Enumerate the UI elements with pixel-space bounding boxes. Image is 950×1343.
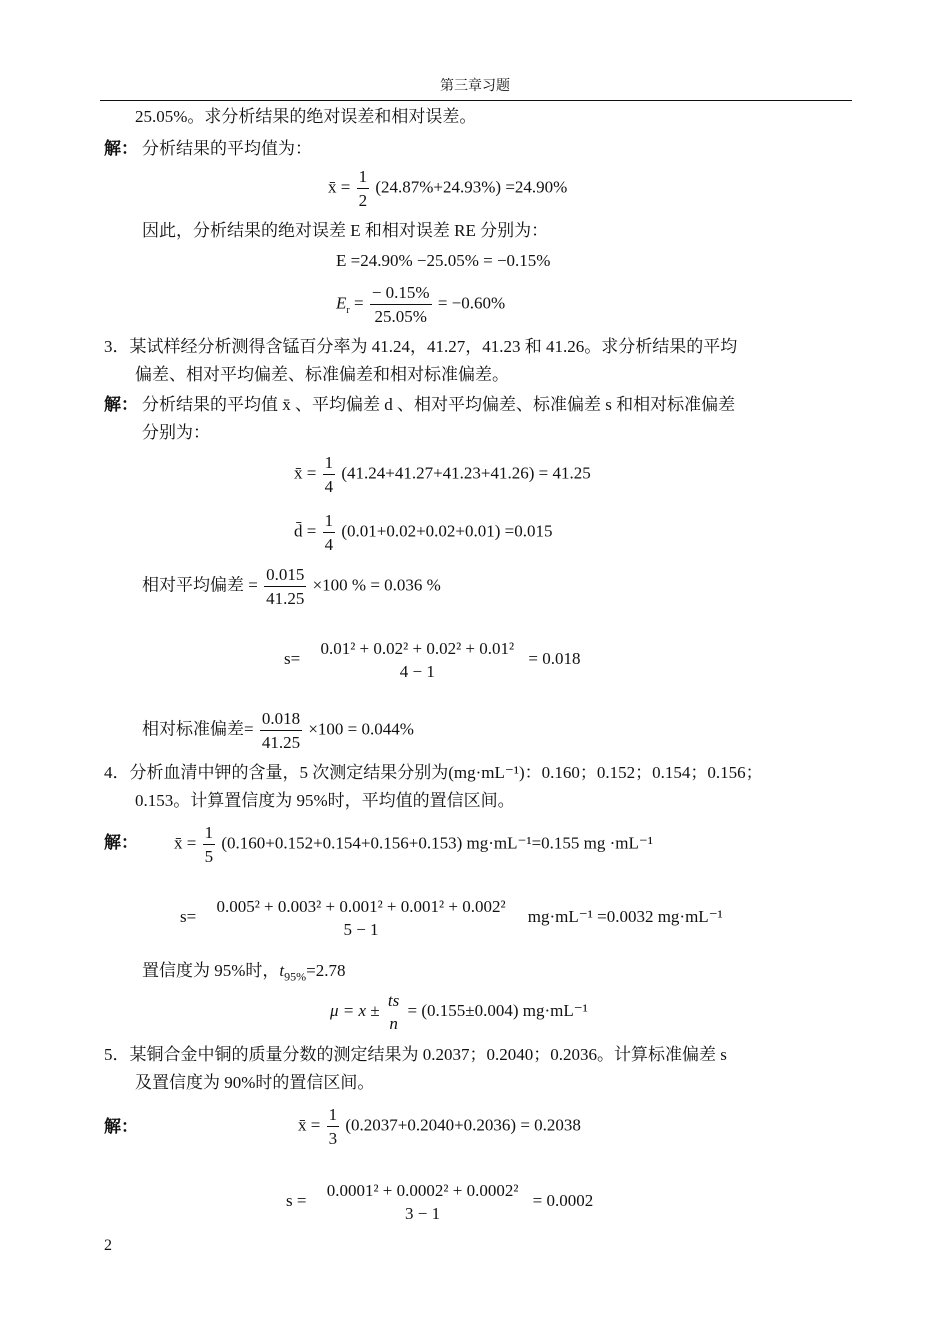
frac-num: − 0.15% xyxy=(370,284,432,305)
equation-std-dev-3 xyxy=(286,1182,593,1222)
page-header: 第三章习题 xyxy=(440,79,510,94)
frac-num: 1 xyxy=(357,168,370,189)
solution-label: 解： xyxy=(104,1117,138,1136)
eq-lhs: s= xyxy=(180,906,197,926)
frac-num: 1 xyxy=(323,454,336,475)
fraction xyxy=(318,640,516,680)
frac-den: n xyxy=(389,1014,398,1033)
equation-std-dev-1 xyxy=(284,640,580,680)
text-line: 分析结果的平均值 x̄ 、平均偏差 d 、相对平均偏差、标准偏差 s 和相对标准偏差 xyxy=(142,395,736,414)
text-span: 置信度为 95%时， xyxy=(142,961,280,980)
eq-rhs: (0.01+0.02+0.02+0.01) =0.015 xyxy=(341,521,553,541)
equation-confidence-interval xyxy=(330,992,588,1032)
text-line: 25.05%。求分析结果的绝对误差和相对误差。 xyxy=(135,107,477,126)
eq-rhs: = 0.018 xyxy=(528,648,581,668)
frac-den: 3 xyxy=(328,1129,338,1148)
t-subscript: 95% xyxy=(284,969,307,984)
frac-num: ts xyxy=(387,991,400,1010)
eq-rhs: (24.87%+24.93%) =24.90% xyxy=(375,177,568,197)
eq-lhs: x̄ = xyxy=(294,463,317,483)
eq-rhs: = 0.0002 xyxy=(532,1190,594,1210)
frac-num: 0.018 xyxy=(260,710,302,731)
question-4-cont: 0.153。计算置信度为 95%时，平均值的置信区间。 xyxy=(135,791,515,810)
eq-lhs: x̄ = xyxy=(328,177,351,197)
text-line: 因此，分析结果的绝对误差 E 和相对误差 RE 分别为： xyxy=(142,221,549,240)
t-symbol: t xyxy=(279,961,285,980)
frac-num: 0.005² + 0.003² + 0.001² + 0.001² + 0.002² xyxy=(216,897,506,916)
fraction xyxy=(357,168,370,209)
equation-abs-error: E =24.90% −25.05% = −0.15% xyxy=(336,251,551,270)
equation-rel-avg-deviation xyxy=(142,566,441,607)
eq-lhs: s= xyxy=(284,648,301,668)
text-line: 分析结果的平均值为： xyxy=(142,139,312,158)
frac-den: 25.05% xyxy=(374,307,427,326)
question-5: 5．某铜合金中铜的质量分数的测定结果为 0.2037；0.2040；0.2036。计算标准偏差 s xyxy=(104,1045,727,1064)
frac-den: 5 − 1 xyxy=(343,920,379,939)
text-line: 分别为： xyxy=(142,423,210,442)
eq-rhs: = (0.155±0.004) mg·mL⁻¹ xyxy=(407,1000,588,1020)
question-4: 4．分析血清中钾的含量，5 次测定结果分别为(mg·mL⁻¹)：0.160；0.152；0.154；0.156； xyxy=(104,763,763,782)
t-value: =2.78 xyxy=(306,961,346,980)
equation-mean-4 xyxy=(298,1106,581,1147)
question-3-cont: 偏差、相对平均偏差、标准偏差和相对标准偏差。 xyxy=(135,365,509,384)
frac-den: 2 xyxy=(358,191,368,210)
eq-sign: = xyxy=(349,293,364,313)
frac-num: 0.015 xyxy=(264,566,306,587)
equation-mean-2 xyxy=(294,454,591,495)
fraction xyxy=(370,284,432,325)
fraction xyxy=(327,1106,340,1147)
frac-num: 0.0001² + 0.0002² + 0.0002² xyxy=(326,1181,519,1200)
frac-num: 1 xyxy=(323,512,336,533)
eq-lhs: x̄ = xyxy=(174,833,197,853)
fraction xyxy=(323,512,336,553)
eq-lhs: E xyxy=(336,293,347,313)
frac-num: 0.01² + 0.02² + 0.02² + 0.01² xyxy=(320,639,515,658)
fraction xyxy=(386,992,401,1032)
fraction xyxy=(323,454,336,495)
frac-den: 5 xyxy=(204,847,214,866)
header-rule xyxy=(100,100,852,101)
eq-rhs: (0.2037+0.2040+0.2036) = 0.2038 xyxy=(345,1115,581,1135)
eq-lhs: 相对平均偏差 = xyxy=(142,575,258,595)
eq-sub: r xyxy=(346,304,350,316)
equation-mean-3 xyxy=(174,824,653,865)
confidence-line xyxy=(142,962,346,982)
page-number: 2 xyxy=(104,1237,112,1254)
fraction xyxy=(203,824,216,865)
eq-lhs: d̄ = xyxy=(294,521,317,541)
frac-num: 1 xyxy=(327,1106,340,1127)
eq-rhs: mg·mL⁻¹ =0.0032 mg·mL⁻¹ xyxy=(527,906,723,926)
fraction xyxy=(325,1182,521,1222)
eq-rhs: (41.24+41.27+41.23+41.26) = 41.25 xyxy=(341,463,591,483)
equation-rel-std-dev xyxy=(142,710,414,751)
eq-lhs: x̄ = xyxy=(298,1115,321,1135)
frac-den: 4 xyxy=(324,535,334,554)
eq-lhs: s = xyxy=(286,1190,307,1210)
frac-num: 1 xyxy=(203,824,216,845)
frac-den: 4 − 1 xyxy=(399,662,435,681)
solution-label: 解： xyxy=(104,139,138,158)
frac-den: 3 − 1 xyxy=(405,1204,441,1223)
solution-label: 解： xyxy=(104,833,138,852)
frac-den: 4 xyxy=(324,477,334,496)
question-5-cont: 及置信度为 90%时的置信区间。 xyxy=(135,1073,375,1092)
eq-rhs: (0.160+0.152+0.154+0.156+0.153) mg·mL⁻¹=0.155 mg ·mL⁻¹ xyxy=(221,833,653,853)
fraction xyxy=(260,710,302,751)
frac-den: 41.25 xyxy=(261,733,301,752)
eq-lhs: 相对标准偏差= xyxy=(142,719,254,739)
fraction xyxy=(264,566,306,607)
question-3: 3．某试样经分析测得含锰百分率为 41.24，41.27，41.23 和 41.26。求分析结果的平均 xyxy=(104,337,738,356)
equation-rel-error xyxy=(336,284,505,325)
equation-std-dev-2 xyxy=(180,898,723,938)
equation-avg-deviation xyxy=(294,512,553,553)
eq-rhs: ×100 % = 0.036 % xyxy=(312,575,441,595)
eq-rhs: = −0.60% xyxy=(437,293,506,313)
solution-label: 解： xyxy=(104,395,138,414)
frac-den: 41.25 xyxy=(266,589,305,608)
eq-lhs: μ = x ± xyxy=(330,1000,380,1020)
fraction xyxy=(214,898,507,938)
equation-mean-1 xyxy=(328,168,567,209)
eq-rhs: ×100 = 0.044% xyxy=(308,719,414,739)
